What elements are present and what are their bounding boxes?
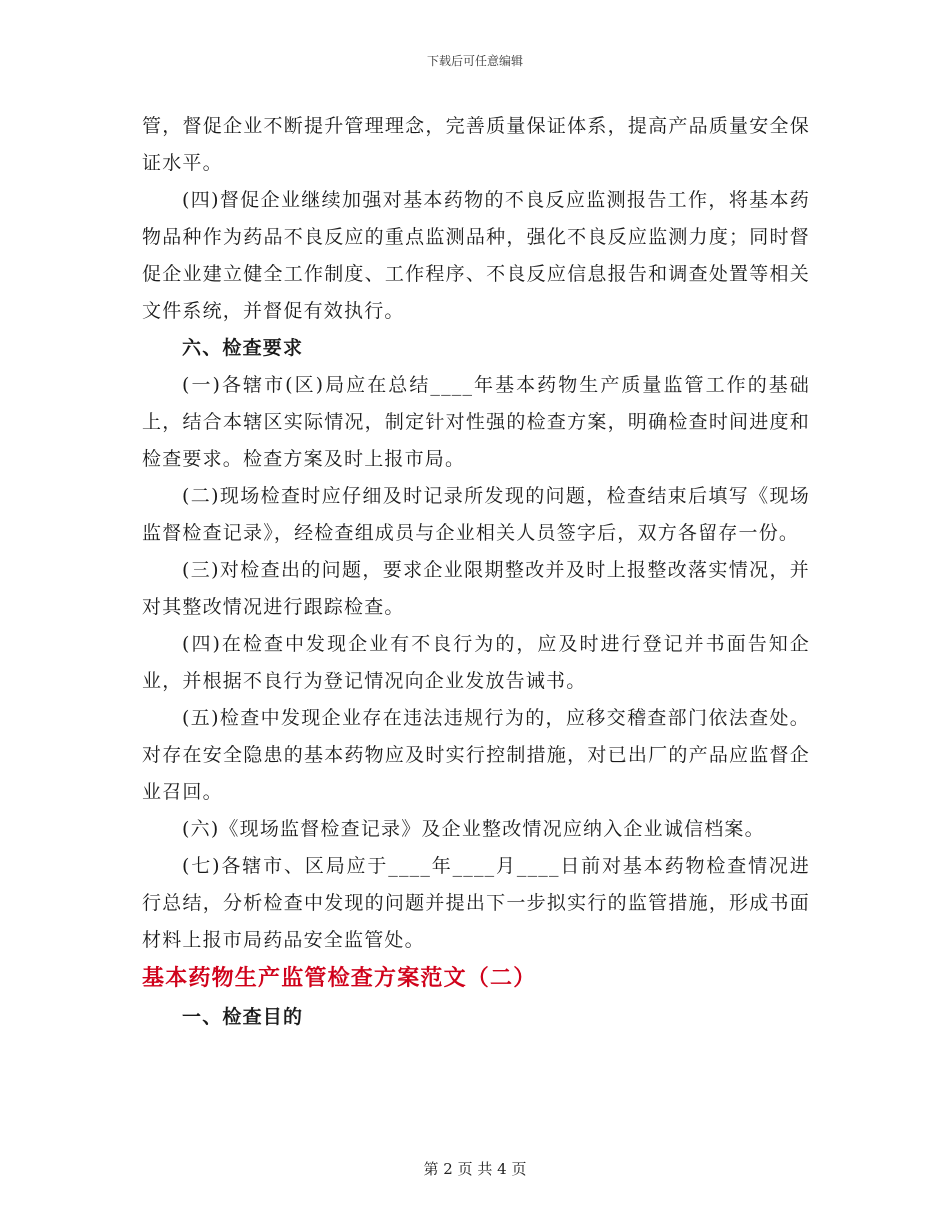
paragraph: 管，督促企业不断提升管理理念，完善质量保证体系，提高产品质量安全保证水平。	[142, 115, 810, 174]
section-heading: 六、检查要求	[182, 337, 304, 359]
page-footer: 第 2 页 共 4 页	[423, 1160, 527, 1178]
document-body	[142, 108, 810, 1036]
page-header: 下载后可任意编辑	[426, 54, 523, 68]
paragraph: (四)督促企业继续加强对基本药物的不良反应监测报告工作，将基本药物品种作为药品不良反应的重点监测品种，强化不良反应监测力度；同时督促企业建立健全工作制度、工作程序、不良反应信息报告和调查处置等相关文件系统，并督促有效执行。	[142, 189, 810, 322]
document-title: 基本药物生产监管检查方案范文（二）	[142, 966, 537, 991]
paragraph: (七)各辖市、区局应于____年____月____日前对基本药物检查情况进行总结，分析检查中发现的问题并提出下一步拟实行的监管措施，形成书面材料上报市局药品安全监管处。	[142, 855, 810, 951]
paragraph: (一)各辖市(区)局应在总结____年基本药物生产质量监管工作的基础上，结合本辖区实际情况，制定针对性强的检查方案，明确检查时间进度和检查要求。检查方案及时上报市局。	[142, 374, 810, 470]
paragraph: (二)现场检查时应仔细及时记录所发现的问题，检查结束后填写《现场监督检查记录》，经检查组成员与企业相关人员签字后，双方各留存一份。	[142, 485, 810, 544]
paragraph: (五)检查中发现企业存在违法违规行为的，应移交稽查部门依法查处。对存在安全隐患的基本药物应及时实行控制措施，对已出厂的产品应监督企业召回。	[142, 707, 810, 803]
paragraph: (六)《现场监督检查记录》及企业整改情况应纳入企业诚信档案。	[182, 818, 765, 840]
paragraph: (三)对检查出的问题，要求企业限期整改并及时上报整改落实情况，并对其整改情况进行跟踪检查。	[142, 559, 810, 618]
paragraph: (四)在检查中发现企业有不良行为的，应及时进行登记并书面告知企业，并根据不良行为登记情况向企业发放告诫书。	[142, 633, 810, 692]
section-heading: 一、检查目的	[182, 1006, 304, 1028]
